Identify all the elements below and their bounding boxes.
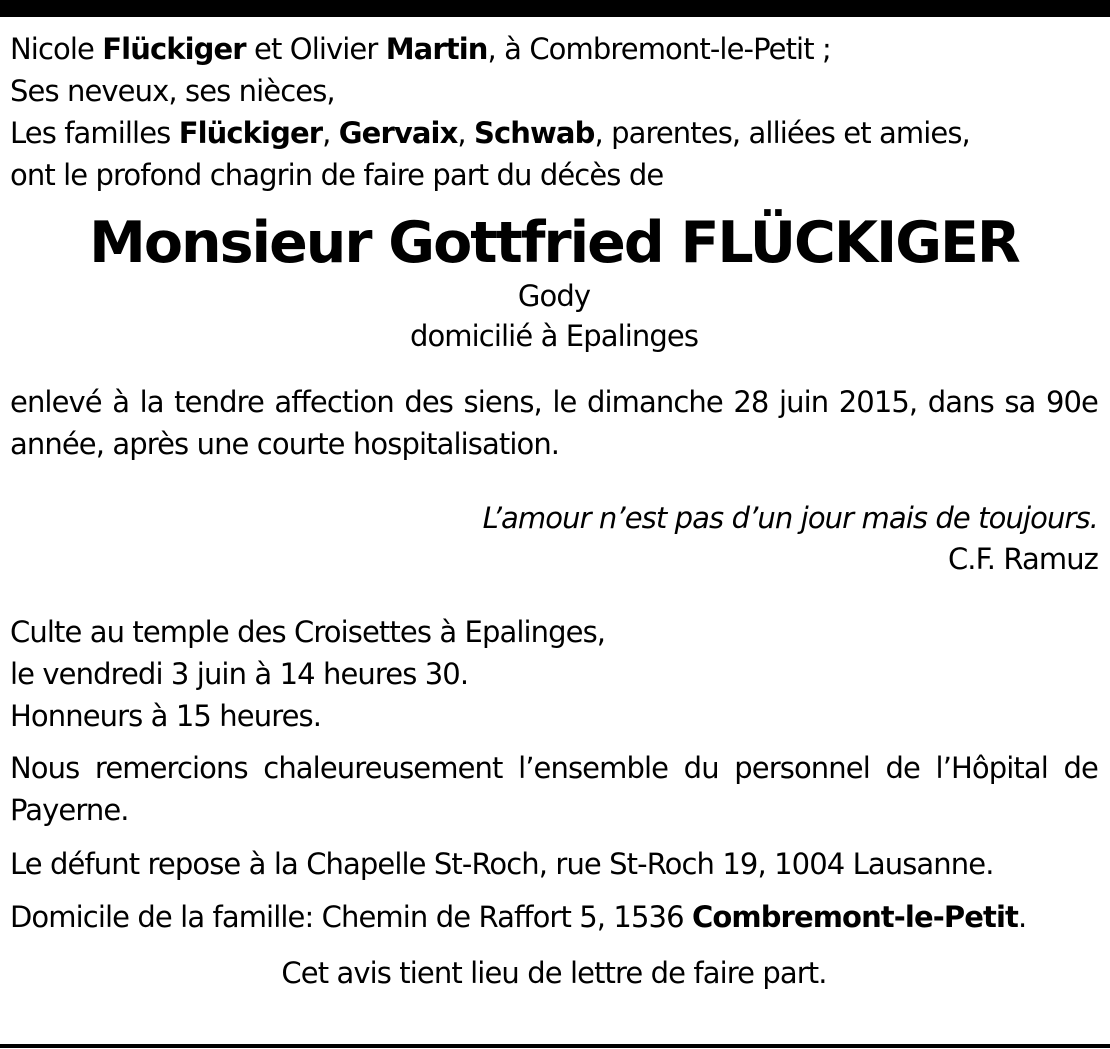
announcers-line-4: ont le profond chagrin de faire part du décès de [10, 158, 664, 192]
family-name: Schwab [474, 116, 595, 150]
announcers-line-2: Ses neveux, ses nièces, [10, 74, 335, 108]
quote-author: C.F. Ramuz [947, 542, 1098, 576]
quote-text: L’amour n’est pas d’un jour mais de toujours. [482, 501, 1098, 535]
family-home-locality: Combremont-le-Petit [691, 900, 1018, 934]
deceased-name: Monsieur Gottfried FLÜCKIGER [89, 210, 1019, 276]
deceased-nickname: Gody [517, 279, 591, 313]
rest-place: Le défunt repose à la Chapelle St-Roch, rue St-Roch 19, 1004 Lausanne. [10, 847, 994, 881]
announcers-block [10, 28, 1098, 196]
families-prefix: Les familles [10, 116, 179, 150]
service-details [10, 611, 1098, 737]
family-home [10, 896, 1098, 938]
top-border-rule [0, 0, 1110, 17]
service-line-1: Culte au temple des Croisettes à Epalinges, [10, 615, 606, 649]
service-line-2: le vendredi 3 juin à 14 heures 30. [10, 657, 469, 691]
announcer-place: , à Combremont-le-Petit ; [487, 32, 831, 66]
thanks-note: Nous remercions chaleureusement l’ensemble du personnel de l’Hôpital de Payerne. [10, 751, 1098, 827]
quote-block [10, 497, 1098, 579]
announcer-first-name: Nicole [10, 32, 103, 66]
family-home-address: Domicile de la famille: Chemin de Raffort 5, 1536 [10, 900, 692, 934]
announcer-surname: Martin [385, 32, 488, 66]
closing-note: Cet avis tient lieu de lettre de faire part. [281, 956, 827, 990]
announcer-surname: Flückiger [102, 32, 246, 66]
obituary-notice [10, 28, 1098, 994]
announcers-line-3 [10, 112, 1098, 154]
bottom-border-rule [0, 1044, 1110, 1048]
separator: , [457, 116, 475, 150]
announcers-line-1 [10, 28, 1098, 70]
families-suffix: , parentes, alliées et amies, [594, 116, 970, 150]
service-line-3: Honneurs à 15 heures. [10, 699, 322, 733]
death-notice: enlevé à la tendre affection des siens, le dimanche 28 juin 2015, dans sa 90e année, après une courte hospitalisation. [10, 385, 1098, 461]
family-home-suffix: . [1017, 900, 1027, 934]
family-name: Gervaix [338, 116, 458, 150]
family-name: Flückiger [178, 116, 323, 150]
separator: , [322, 116, 339, 150]
deceased-residence: domicilié à Epalinges [409, 319, 699, 353]
announcer-connector: et Olivier [245, 32, 386, 66]
